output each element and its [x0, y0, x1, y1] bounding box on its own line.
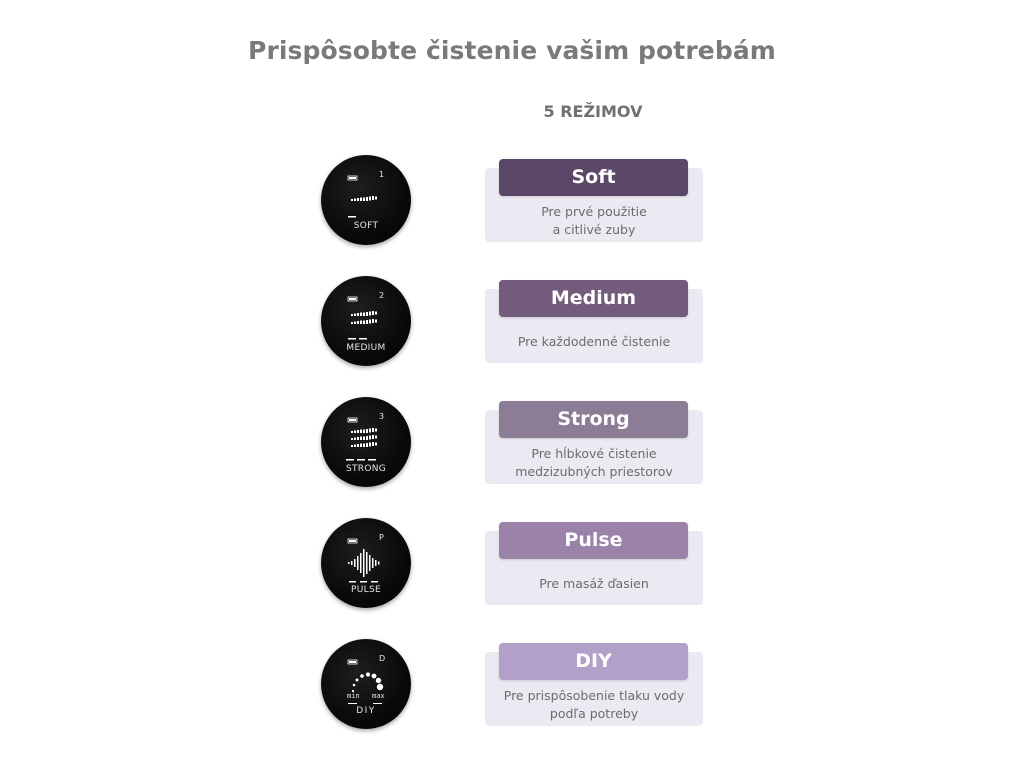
wave-icon	[351, 196, 377, 201]
wave-icon	[351, 428, 377, 447]
mode-row-soft	[0, 155, 1024, 265]
screen-indicator: 1	[379, 170, 385, 179]
display-screen-diy	[321, 639, 411, 729]
mode-description: Pre prispôsobenie tlaku vody podľa potreby	[503, 688, 685, 721]
mode-header-strong: Strong	[499, 401, 688, 438]
mode-header-soft: Soft	[499, 159, 688, 196]
mode-description: Pre masáž ďasien	[539, 576, 649, 591]
page-title: Prispôsobte čistenie vašim potrebám	[248, 36, 776, 65]
screen-indicator: P	[379, 533, 384, 542]
screen-mode-label: SOFT	[353, 221, 379, 231]
level-bar	[373, 703, 382, 704]
level-bar	[371, 581, 378, 583]
display-screen-soft	[321, 155, 411, 245]
level-bar	[368, 459, 376, 461]
level-bar	[348, 703, 357, 704]
display-screen-medium	[321, 276, 411, 366]
display-screen-pulse	[321, 518, 411, 608]
display-screen-strong	[321, 397, 411, 487]
mode-header-pulse: Pulse	[499, 522, 688, 559]
pressure-dial-icon	[352, 672, 383, 692]
screen-mode-label: DIY	[356, 706, 376, 716]
level-bar	[357, 459, 365, 461]
mode-row-strong	[0, 397, 1024, 507]
mode-header-medium: Medium	[499, 280, 688, 317]
mode-description: Pre hĺbkové čistenie medzizubných priestorov	[515, 446, 673, 479]
screen-mode-label: PULSE	[351, 585, 381, 595]
mode-row-pulse	[0, 518, 1024, 628]
max-label: max	[372, 692, 385, 700]
level-bar	[346, 459, 354, 461]
mode-row-diy	[0, 639, 1024, 749]
screen-mode-label: STRONG	[345, 464, 387, 474]
level-bar	[349, 581, 356, 583]
screen-indicator: 3	[379, 412, 385, 421]
mode-description: Pre prvé použitie a citlivé zuby	[541, 204, 647, 237]
modes-subtitle: 5 REŽIMOV	[543, 102, 643, 121]
mode-description: Pre každodenné čistenie	[517, 334, 671, 349]
level-bar	[348, 216, 356, 218]
wave-icon	[351, 311, 377, 324]
pulse-wave-icon	[348, 549, 380, 577]
mode-header-diy: DIY	[499, 643, 688, 680]
mode-row-medium	[0, 276, 1024, 386]
screen-indicator: 2	[379, 291, 385, 300]
level-bar	[359, 338, 367, 340]
level-bar	[348, 338, 356, 340]
screen-indicator: D	[379, 654, 386, 663]
level-bar	[360, 581, 367, 583]
screen-mode-label: MEDIUM	[346, 343, 386, 353]
min-label: min	[347, 692, 360, 700]
